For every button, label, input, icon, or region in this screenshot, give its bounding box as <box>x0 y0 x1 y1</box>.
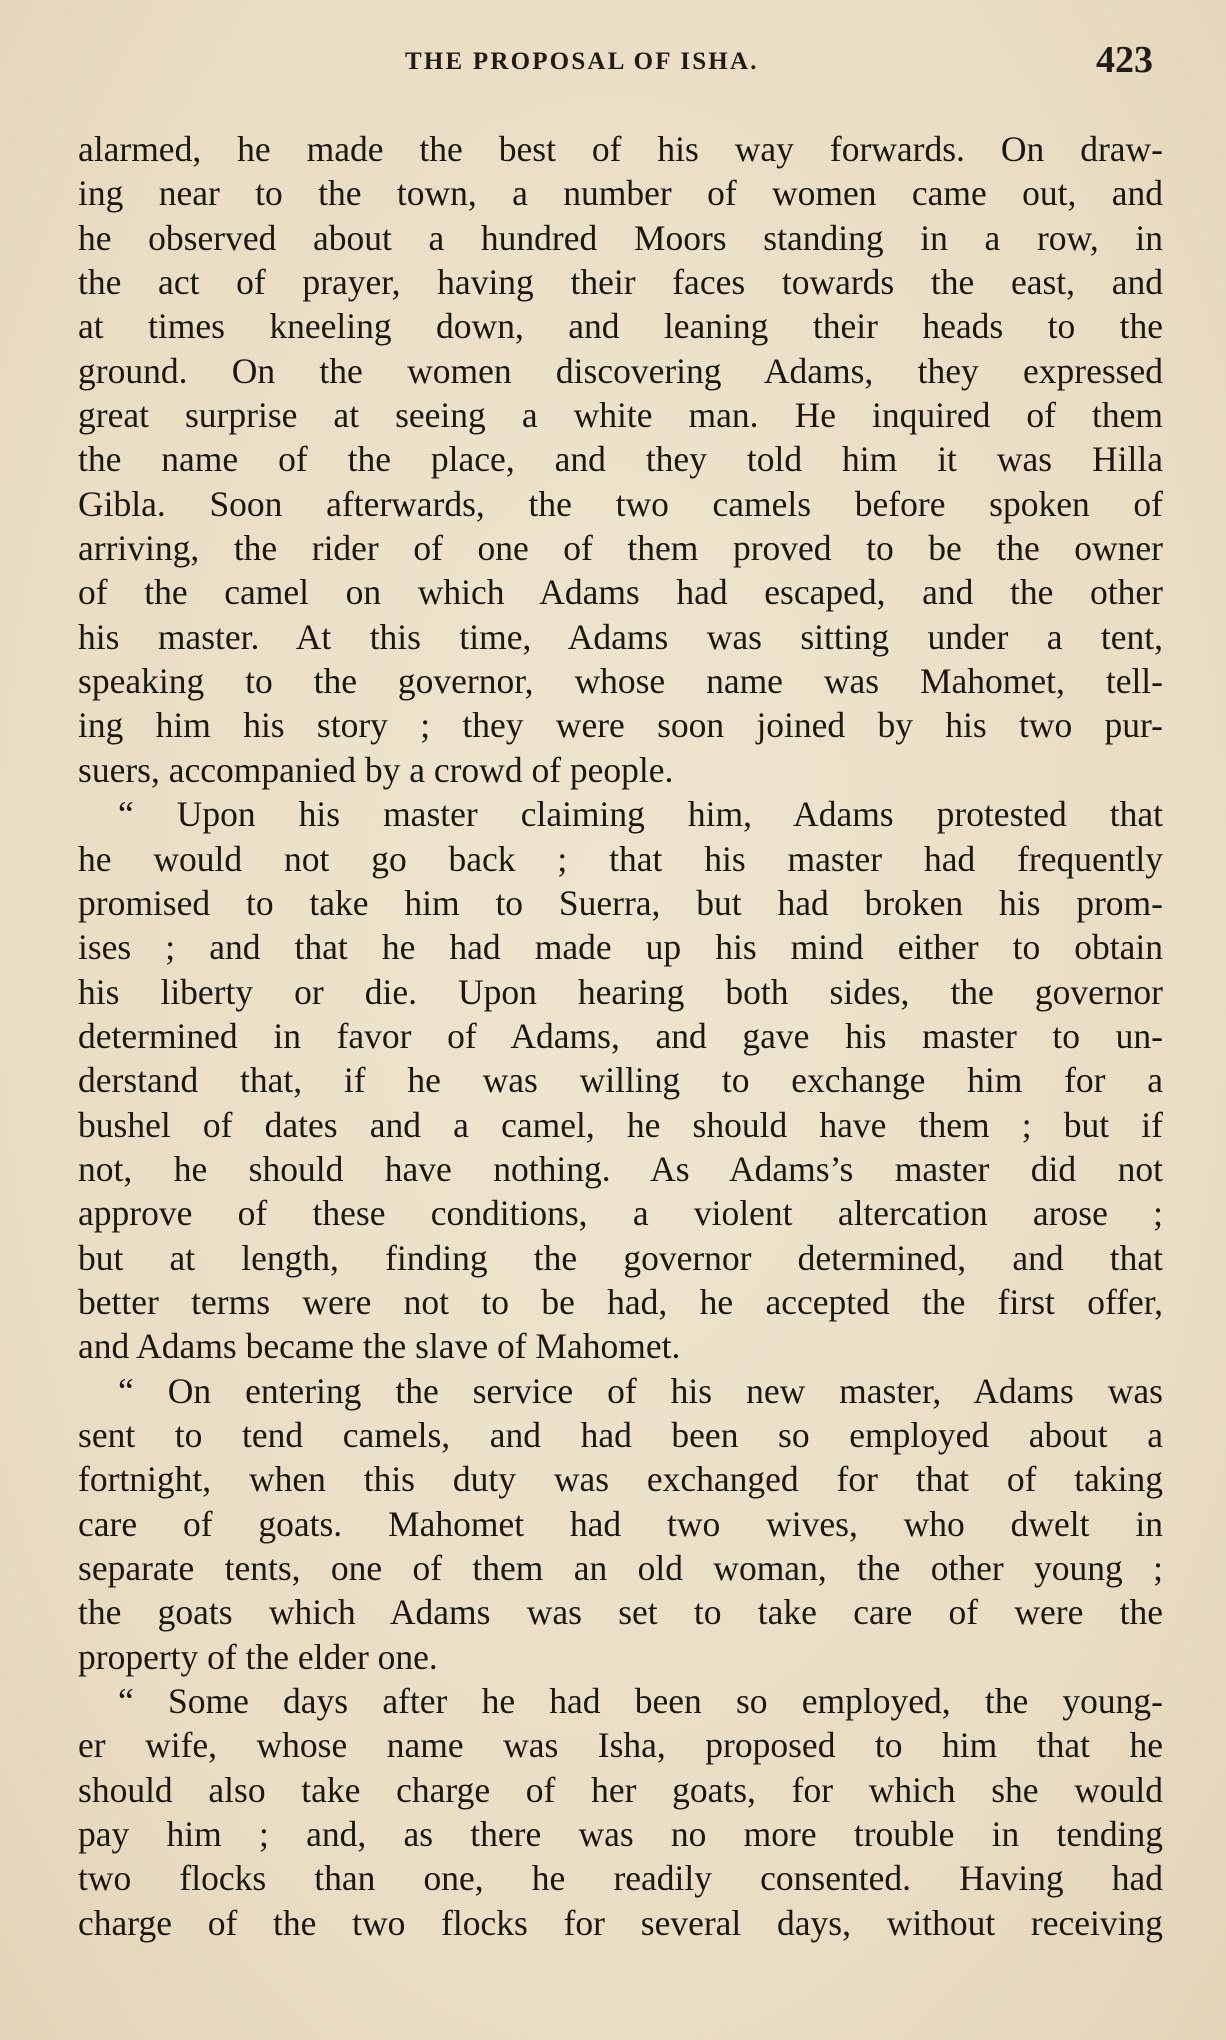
text-line: the act of prayer, having their faces towards the east, and <box>78 262 1163 303</box>
page-header <box>0 38 1226 88</box>
text-line: determined in favor of Adams, and gave his master to un- <box>78 1015 1163 1056</box>
text-line: “ Some days after he had been so employed, the young- <box>118 1681 1163 1722</box>
text-line: bushel of dates and a camel, he should have them ; but if <box>78 1104 1163 1145</box>
text-line: Gibla. Soon afterwards, the two camels before spoken of <box>78 483 1163 524</box>
body-text <box>78 127 1163 1945</box>
text-line: derstand that, if he was willing to exchange him for a <box>78 1060 1163 1101</box>
text-line: he would not go back ; that his master had frequently <box>78 838 1163 879</box>
text-line: arriving, the rider of one of them proved to be the owner <box>78 528 1163 569</box>
text-line: not, he should have nothing. As Adams’s master did not <box>78 1148 1163 1189</box>
text-line: sent to tend camels, and had been so employed about a <box>78 1414 1163 1455</box>
text-line: “ Upon his master claiming him, Adams protested that <box>118 794 1163 835</box>
text-line: promised to take him to Suerra, but had broken his prom- <box>78 882 1163 923</box>
page-number: 423 <box>1096 39 1153 81</box>
text-line: and Adams became the slave of Mahomet. <box>78 1326 681 1367</box>
text-line: at times kneeling down, and leaning their heads to the <box>78 306 1163 347</box>
text-line: the goats which Adams was set to take care of were the <box>78 1592 1163 1633</box>
text-line: ing near to the town, a number of women came out, and <box>78 173 1163 214</box>
text-line: charge of the two flocks for several days, without receiving <box>78 1902 1163 1943</box>
text-line: great surprise at seeing a white man. He inquired of them <box>78 395 1163 436</box>
text-line: care of goats. Mahomet had two wives, who dwelt in <box>78 1503 1163 1544</box>
running-title: THE PROPOSAL OF ISHA. <box>405 48 759 75</box>
text-line: “ On entering the service of his new master, Adams was <box>118 1370 1163 1411</box>
text-line: er wife, whose name was Isha, proposed to him that he <box>78 1725 1163 1766</box>
text-line: alarmed, he made the best of his way forwards. On draw- <box>78 129 1163 169</box>
text-line: ises ; and that he had made up his mind either to obtain <box>78 927 1163 968</box>
text-line: approve of these conditions, a violent altercation arose ; <box>78 1193 1163 1234</box>
text-line: pay him ; and, as there was no more trouble in tending <box>78 1814 1163 1855</box>
text-line: the name of the place, and they told him it was Hilla <box>78 439 1163 480</box>
text-line: but at length, finding the governor determined, and that <box>78 1237 1163 1278</box>
text-line: ground. On the women discovering Adams, they expressed <box>78 350 1163 391</box>
text-line: speaking to the governor, whose name was Mahomet, tell- <box>78 661 1163 702</box>
text-line: separate tents, one of them an old woman, the other young ; <box>78 1548 1163 1588</box>
text-line: his liberty or die. Upon hearing both sides, the governor <box>78 971 1163 1012</box>
text-line: of the camel on which Adams had escaped, and the other <box>78 572 1163 613</box>
text-line: fortnight, when this duty was exchanged for that of taking <box>78 1459 1163 1500</box>
text-line: he observed about a hundred Moors standing in a row, in <box>78 217 1163 258</box>
text-line: suers, accompanied by a crowd of people. <box>78 749 674 790</box>
text-line: his master. At this time, Adams was sitting under a tent, <box>78 616 1163 657</box>
text-line: property of the elder one. <box>78 1636 438 1677</box>
text-line: ing him his story ; they were soon joined by his two pur- <box>78 705 1163 746</box>
text-line: should also take charge of her goats, for which she would <box>78 1769 1163 1810</box>
text-line: better terms were not to be had, he accepted the first offer, <box>78 1281 1163 1322</box>
text-line: two flocks than one, he readily consented. Having had <box>78 1858 1163 1899</box>
